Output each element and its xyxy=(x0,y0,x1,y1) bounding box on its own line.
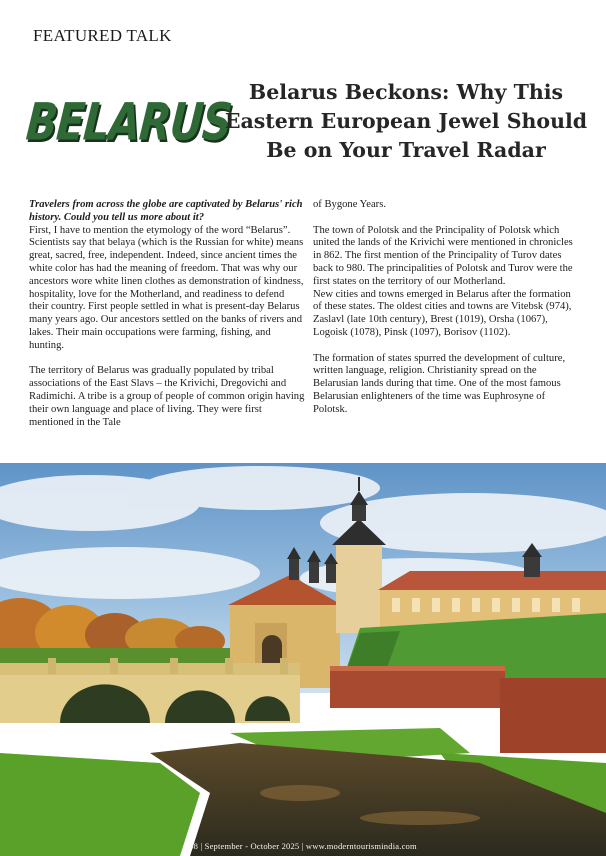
headline-line: Be on Your Travel Radar xyxy=(266,138,546,162)
left-column xyxy=(29,199,305,429)
body-paragraph: of Bygone Years. xyxy=(313,199,386,210)
headline-line: Eastern European Jewel Should xyxy=(224,109,588,133)
body-paragraph: New cities and towns emerged in Belarus after the formation of these states. The oldest cities and towns are Vitebsk (974), Zaslavl (late 10th century), Brest (1019), Orsha (1067), Logoisk (1078), Pinsk (1097), Borisov (1102). xyxy=(313,288,572,338)
page-footer: 48 | September - October 2025 | www.moderntourismindia.com xyxy=(189,841,417,851)
body-paragraph: The town of Polotsk and the Principality of Polotsk which united the lands of the Krivichi were mentioned in chronicles in 862. The first mention of the Principality of Turov dates back to 980. The principalities of Polotsk and Turov were the first states on the territory of our Motherland. xyxy=(313,224,573,287)
headline-line: Belarus Beckons: Why This xyxy=(248,80,564,104)
body-paragraph: The formation of states spurred the development of culture, written language, religion. Christianity spread on the Belarusian lands during that time. One of the most famous Belarusian enlighteners of the time was Euphrosyne of Polotsk. xyxy=(313,352,566,415)
belarus-logo-word: BELARUS xyxy=(23,92,234,152)
answer-paragraph: First, I have to mention the etymology of the word “Belarus”. Scientists say that belaya (which is the Russian for white) means great, sacred, free, independent. Indeed, since ancient times the white color has had the meaning of freedom. That was why our ancestors wore white linen clothes as demonstration of kindness, hospitality, love for the Motherland, and readiness to defend their country. First people settled in what is present-day Belarus many years ago. Our ancestors settled on the banks of rivers and lakes. Their main occupations were farming, fishing, and hunting. xyxy=(29,224,304,351)
nesvizh-castle-illustration xyxy=(0,463,606,856)
body-paragraph: The territory of Belarus was gradually populated by tribal associations of the East Slavs – the Krivichi, Dregovichi and Radimichi. A tribe is a group of people of common origin having their own language and place of living. They were first mentioned in the Tale xyxy=(29,365,305,428)
section-label: FEATURED TALK xyxy=(33,26,172,45)
castle-photo xyxy=(0,463,606,856)
article-headline xyxy=(220,78,592,165)
interview-question: Travelers from across the globe are captivated by Belarus' rich history. Could you tell us more about it? xyxy=(29,199,303,223)
right-column xyxy=(313,199,579,417)
